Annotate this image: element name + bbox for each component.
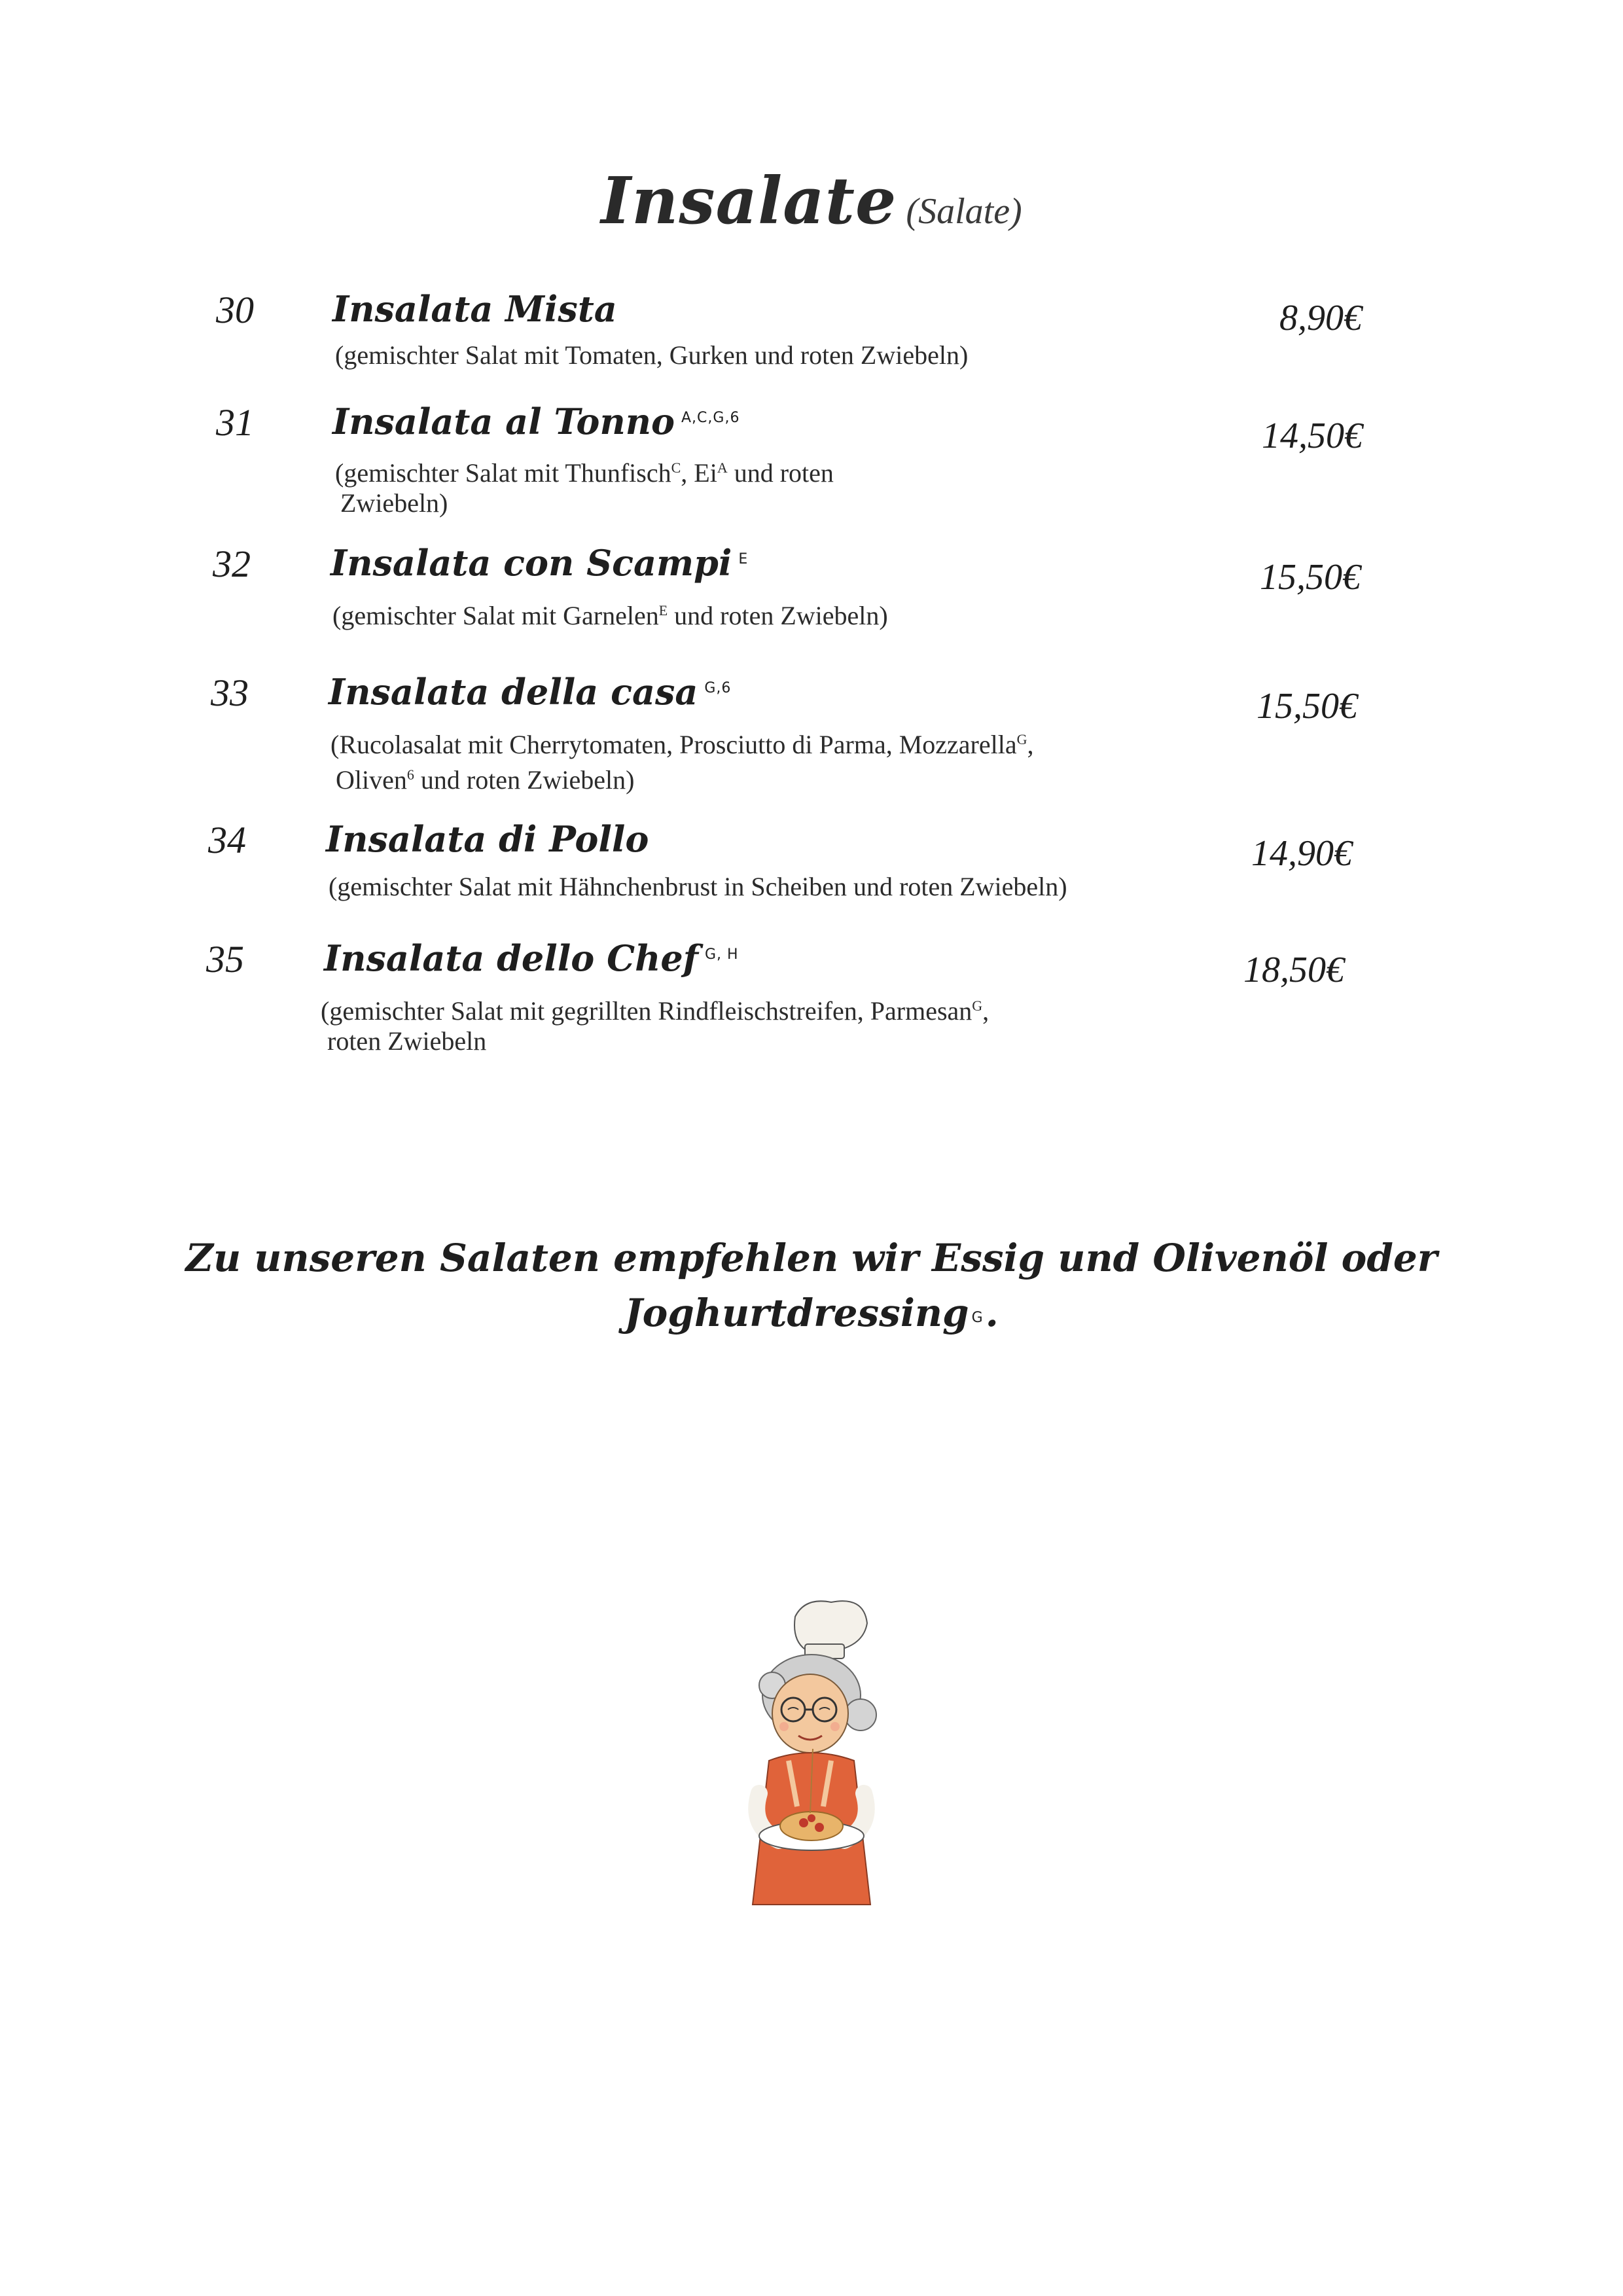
recommendation-line-1: Zu unseren Salaten empfehlen wir Essig und Olivenöl oder — [185, 1236, 1438, 1280]
item-price: 15,50€ — [1260, 557, 1361, 598]
item-description: (Rucolasalat mit Cherrytomaten, Prosciutto di Parma, Mozzarella$^G$, Oliven$^6$ und roten Zwiebeln) — [330, 730, 1034, 795]
item-description: (gemischter Salat mit gegrillten Rindfleischstreifen, Parmesan$^G$, roten Zwiebeln — [321, 996, 990, 1056]
item-description: (gemischter Salat mit Garnelen$^E$ und roten Zwiebeln) — [332, 601, 888, 630]
dressing-recommendation — [0, 1230, 1623, 1346]
item-price: 14,50€ — [1262, 416, 1363, 456]
item-name: Insalata Mista — [332, 288, 617, 330]
item-price: 15,50€ — [1257, 686, 1357, 726]
allergen-codes: G, H — [704, 946, 739, 963]
item-price: 18,50€ — [1243, 950, 1344, 990]
page-title — [0, 164, 1623, 239]
item-number: 30 — [216, 289, 254, 331]
menu-section-subtitle: (Salate) — [906, 191, 1022, 232]
item-number: 34 — [208, 819, 246, 861]
item-name: Insalata al Tonno $^{A,C,G,6}$ — [332, 401, 740, 442]
item-number: 32 — [213, 543, 251, 585]
item-name: Insalata dello Chef $^{G, H}$ — [324, 937, 739, 979]
item-number: 35 — [206, 938, 244, 980]
item-name: Insalata della casa $^{G,6}$ — [329, 671, 732, 713]
allergen-codes: G,6 — [704, 680, 732, 696]
item-number: 31 — [216, 401, 254, 444]
item-description: (gemischter Salat mit Tomaten, Gurken und roten Zwiebeln) — [335, 340, 969, 370]
item-name: Insalata con Scampi $^E$ — [330, 542, 749, 584]
allergen-codes: E — [738, 551, 749, 567]
recommendation-line-2: Joghurtdressing $^G$. — [624, 1291, 999, 1335]
item-price: 14,90€ — [1251, 833, 1352, 874]
item-description: (gemischter Salat mit Hähnchenbrust in Scheiben und roten Zwiebeln) — [329, 872, 1067, 901]
item-description: (gemischter Salat mit Thunfisch$^C$, $Ei^A$ und roten Zwiebeln) — [335, 458, 834, 518]
menu-section-title: Insalate — [601, 164, 897, 239]
chef-grandma-illustration — [733, 1597, 910, 1911]
item-number: 33 — [211, 672, 249, 714]
item-price: 8,90€ — [1279, 298, 1362, 338]
allergen-codes: A,C,G,6 — [681, 410, 740, 426]
item-name: Insalata di Pollo — [326, 818, 649, 860]
